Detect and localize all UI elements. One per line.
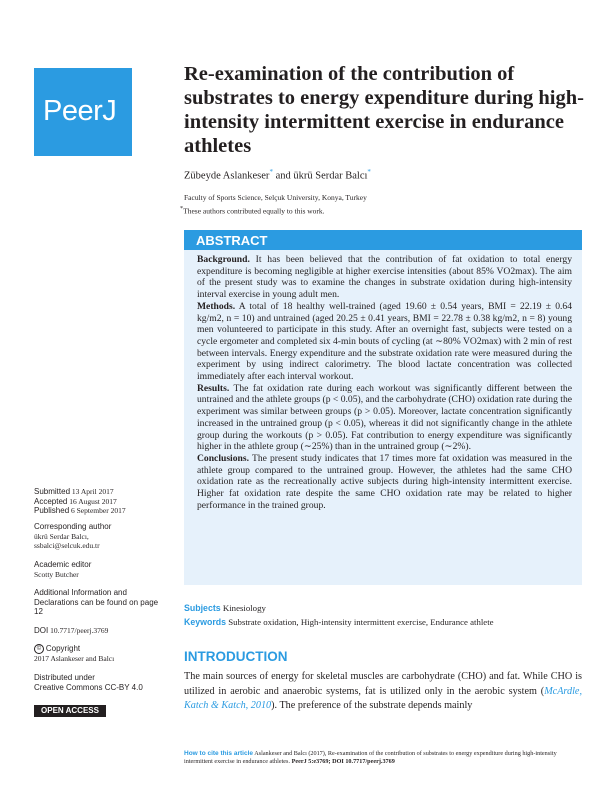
author-name: Zübeyde Aslankeser bbox=[184, 170, 270, 182]
conclusions-label: Conclusions. bbox=[197, 452, 249, 464]
author-list bbox=[184, 168, 371, 182]
abstract-results bbox=[197, 383, 572, 453]
corresponding-name: ükrü Serdar Balcı, bbox=[34, 531, 89, 541]
dates-block bbox=[34, 487, 174, 516]
cite-journal[interactable]: PeerJ 5:e3769; DOI 10.7717/peerj.3769 bbox=[291, 758, 395, 765]
editor-name: Scotty Butcher bbox=[34, 569, 79, 579]
copyright-block bbox=[34, 644, 174, 664]
published-label: Published bbox=[34, 506, 70, 515]
contribution-note bbox=[180, 205, 325, 216]
corresponding-email[interactable]: ssbalci@selcuk.edu.tr bbox=[34, 541, 100, 550]
subjects-label: Subjects bbox=[184, 603, 221, 613]
background-text: It has been believed that the contribution of fat oxidation to total energy expenditure is becoming negligible at higher exercise intensities (about 85% VO2max). The aim of the present study was to examine the changes in substrate oxidation during high-intensity interval exercise in young adult men. bbox=[197, 254, 572, 301]
cite-label: How to cite this article bbox=[184, 750, 253, 757]
intro-text-part: The main sources of energy for skeletal muscles are carbohydrate (CHO) and fat. While CHO is utilized in aerobic and anaerobic systems, fat is utilized only in the aerobic system ( bbox=[184, 671, 582, 697]
abstract-header bbox=[184, 230, 582, 250]
conclusions-text: The present study indicates that 17 times more fat oxidation was measured in the athlete group compared to the untrained group. However, the athletes had the same CHO oxidation rate as the recreationally active subjects during high-intensity intermittent exercise. Higher fat oxidation rate despite the same CHO oxidation rate may be related to higher performance in the trained group. bbox=[197, 452, 572, 511]
author-marker: * bbox=[269, 168, 273, 176]
results-text: The fat oxidation rate during each workout was significantly different between the untrained and the athlete groups (p < 0.05), and the carbohydrate (CHO) oxidation rate during the experiment was similar between groups (p > 0.05). Moreover, lactate concentration significantly increased in the untrained group (p < 0.05), whereas it did not significantly change in the athlete group during the workouts (p > 0.05). Fat contribution to energy expenditure was significantly higher in the athlete group (∼25%) than in the untrained group (∼2%). bbox=[197, 382, 572, 453]
accepted-row bbox=[34, 497, 174, 507]
keywords-value: Substrate oxidation, High-intensity intermittent exercise, Endurance athlete bbox=[228, 617, 494, 627]
article-title: Re-examination of the contribution of substrates to energy expenditure during high-intensity intermittent exercise in endurance athletes bbox=[184, 63, 584, 157]
abstract-heading: ABSTRACT bbox=[196, 233, 268, 248]
corresponding-label: Corresponding author bbox=[34, 522, 112, 531]
distributed-label: Distributed under bbox=[34, 673, 95, 682]
keywords-label: Keywords bbox=[184, 617, 227, 627]
doi-value[interactable]: 10.7717/peerj.3769 bbox=[50, 626, 109, 635]
submitted-date: 13 April 2017 bbox=[71, 487, 114, 496]
abstract-body bbox=[197, 254, 572, 511]
cite-text: Aslankeser and Balcı (2017), Re-examination of the contribution of substrates to energy expenditure during high-intensity intermittent exercise in endurance athletes. bbox=[184, 750, 557, 765]
open-access-badge: OPEN ACCESS bbox=[34, 705, 106, 717]
subjects-line bbox=[184, 603, 266, 613]
introduction-heading: INTRODUCTION bbox=[184, 649, 288, 664]
additional-info-text: Additional Information and Declarations can be found on page 12 bbox=[34, 588, 159, 616]
contribution-note-text: These authors contributed equally to this work. bbox=[183, 206, 325, 216]
doi-label: DOI bbox=[34, 626, 49, 635]
additional-info[interactable] bbox=[34, 588, 159, 617]
abstract-conclusions bbox=[197, 453, 572, 512]
copyright-value: 2017 Aslankeser and Balcı bbox=[34, 654, 115, 664]
citation-link[interactable]: McArdle, Katch & Katch, 2010 bbox=[184, 685, 582, 711]
methods-text: A total of 18 healthy well-trained (aged 19.60 ± 0.54 years, BMI = 22.19 ± 0.64 kg/m2, n = 10) and untrained (aged 20.25 ± 0.41 years, BMI = 22.78 ± 0.38 kg/m2, n = 8) young men volunteered to participate in this study. After an overnight fast, subjects were tested on a cycle ergometer and completed six 4-min bouts of cycling (at ∼80% VO2max) with 2 min of rest between intervals. Energy expenditure and the substrate oxidation rate were measured during the experiment by using indirect calorimetry. The blood lactate concentration was collected immediately after each interval workout. bbox=[197, 300, 573, 383]
corresponding-block bbox=[34, 522, 174, 551]
editor-label: Academic editor bbox=[34, 560, 92, 569]
keywords-line bbox=[184, 617, 494, 627]
affiliation: Faculty of Sports Science, Selçuk University, Konya, Turkey bbox=[184, 193, 367, 202]
logo-text: PeerJ bbox=[43, 95, 117, 127]
contribution-marker: * bbox=[180, 205, 184, 212]
accepted-label: Accepted bbox=[34, 496, 68, 506]
abstract-background bbox=[197, 254, 572, 301]
results-label: Results. bbox=[197, 382, 230, 394]
introduction-text bbox=[184, 670, 582, 714]
accepted-date: 16 August 2017 bbox=[69, 496, 117, 506]
copyright-icon: © bbox=[34, 644, 44, 654]
subjects-value[interactable]: Kinesiology bbox=[222, 603, 266, 613]
peerj-logo bbox=[34, 68, 132, 156]
intro-text-part: ). The preference of the substrate depends mainly bbox=[271, 700, 473, 711]
background-label: Background. bbox=[197, 254, 250, 265]
author-name: ükrü Serdar Balcı bbox=[293, 170, 368, 182]
published-row bbox=[34, 506, 174, 516]
doi-block bbox=[34, 626, 174, 636]
abstract-methods bbox=[197, 301, 572, 383]
methods-label: Methods. bbox=[197, 300, 236, 312]
license-block bbox=[34, 673, 174, 692]
license-link[interactable]: Creative Commons CC-BY 4.0 bbox=[34, 682, 143, 692]
how-to-cite bbox=[184, 750, 584, 766]
author-marker: * bbox=[367, 168, 371, 176]
copyright-label: Copyright bbox=[45, 644, 81, 653]
author-separator: and bbox=[272, 170, 294, 182]
published-date: 6 September 2017 bbox=[71, 506, 126, 515]
editor-block bbox=[34, 560, 174, 579]
submitted-label: Submitted bbox=[34, 487, 71, 496]
submitted-row bbox=[34, 487, 174, 497]
